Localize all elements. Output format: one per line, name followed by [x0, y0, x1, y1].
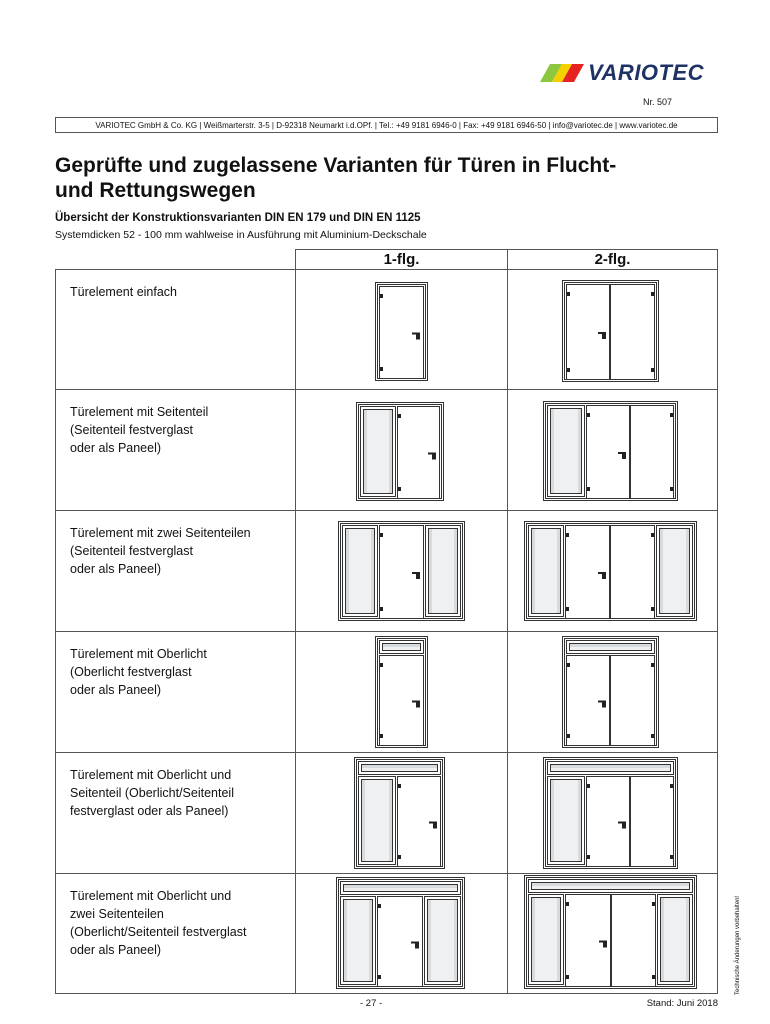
logo-wordmark: VARIOTEC — [588, 60, 705, 85]
row-label-door-transom: Türelement mit Oberlicht (Oberlicht festverglast oder als Paneel) — [70, 647, 207, 697]
row-label-door-transom-sidelight: Türelement mit Oberlicht und Seitenteil (Oberlicht/Seitenteil festverglast oder als Paneel) — [70, 768, 234, 818]
contact-line: VARIOTEC GmbH & Co. KG | Weißmarterstr. 3-5 | D-92318 Neumarkt i.d.OPf. | Tel.: +49 9181 6946-0 | Fax: +49 9181 6946-50 | info@variotec.de | www.variotec.de — [55, 117, 718, 133]
row-label-door-transom-two-sidelights: Türelement mit Oberlicht und zwei Seitenteilen (Oberlicht/Seitenteil festverglast oder als Paneel) — [70, 889, 247, 957]
system-thickness-note: Systemdicken 52 - 100 mm wahlweise in Ausführung mit Aluminium-Deckschale — [55, 229, 427, 241]
row-divider — [55, 752, 718, 753]
page-subtitle: Übersicht der Konstruktionsvarianten DIN EN 179 und DIN EN 1125 — [55, 212, 421, 224]
revision-date: Stand: Juni 2018 — [646, 998, 718, 1009]
door-single-transom-two-sidelights-icon — [336, 877, 465, 989]
document-number: Nr. 507 — [642, 97, 672, 107]
door-double-sidelight-icon — [543, 401, 678, 501]
row-divider — [55, 873, 718, 874]
door-single-sidelight-icon — [356, 402, 444, 501]
page-title: Geprüfte und zugelassene Varianten für Türen in Flucht- und Rettungswegen — [55, 154, 617, 202]
door-double-leaf-icon — [562, 280, 659, 382]
door-double-transom-icon — [562, 636, 659, 748]
door-single-transom-sidelight-icon — [354, 757, 445, 869]
row-divider — [55, 389, 718, 390]
page-number: - 27 - — [360, 998, 383, 1009]
door-single-two-sidelights-icon — [338, 521, 465, 621]
side-note: Technische Änderungen vorbehalten! — [735, 895, 741, 995]
row-divider — [55, 631, 718, 632]
door-double-two-sidelights-icon — [524, 521, 697, 621]
row-label-door-two-sidelights: Türelement mit zwei Seitenteilen (Seitenteil festverglast oder als Paneel) — [70, 526, 251, 576]
row-divider — [55, 510, 718, 511]
door-single-leaf-icon — [375, 282, 428, 381]
door-double-transom-sidelight-icon — [543, 757, 678, 869]
row-label-door-sidelight: Türelement mit Seitenteil (Seitenteil festverglast oder als Paneel) — [70, 405, 209, 455]
logo-stripes-icon — [540, 64, 584, 82]
variotec-logo — [540, 60, 704, 86]
door-double-transom-two-sidelights-icon — [524, 875, 697, 989]
column-header-single-leaf: 1-flg. — [295, 249, 508, 269]
row-label-door-single: Türelement einfach — [70, 285, 178, 299]
column-header-double-leaf: 2-flg. — [507, 249, 718, 269]
door-single-transom-icon — [375, 636, 428, 748]
